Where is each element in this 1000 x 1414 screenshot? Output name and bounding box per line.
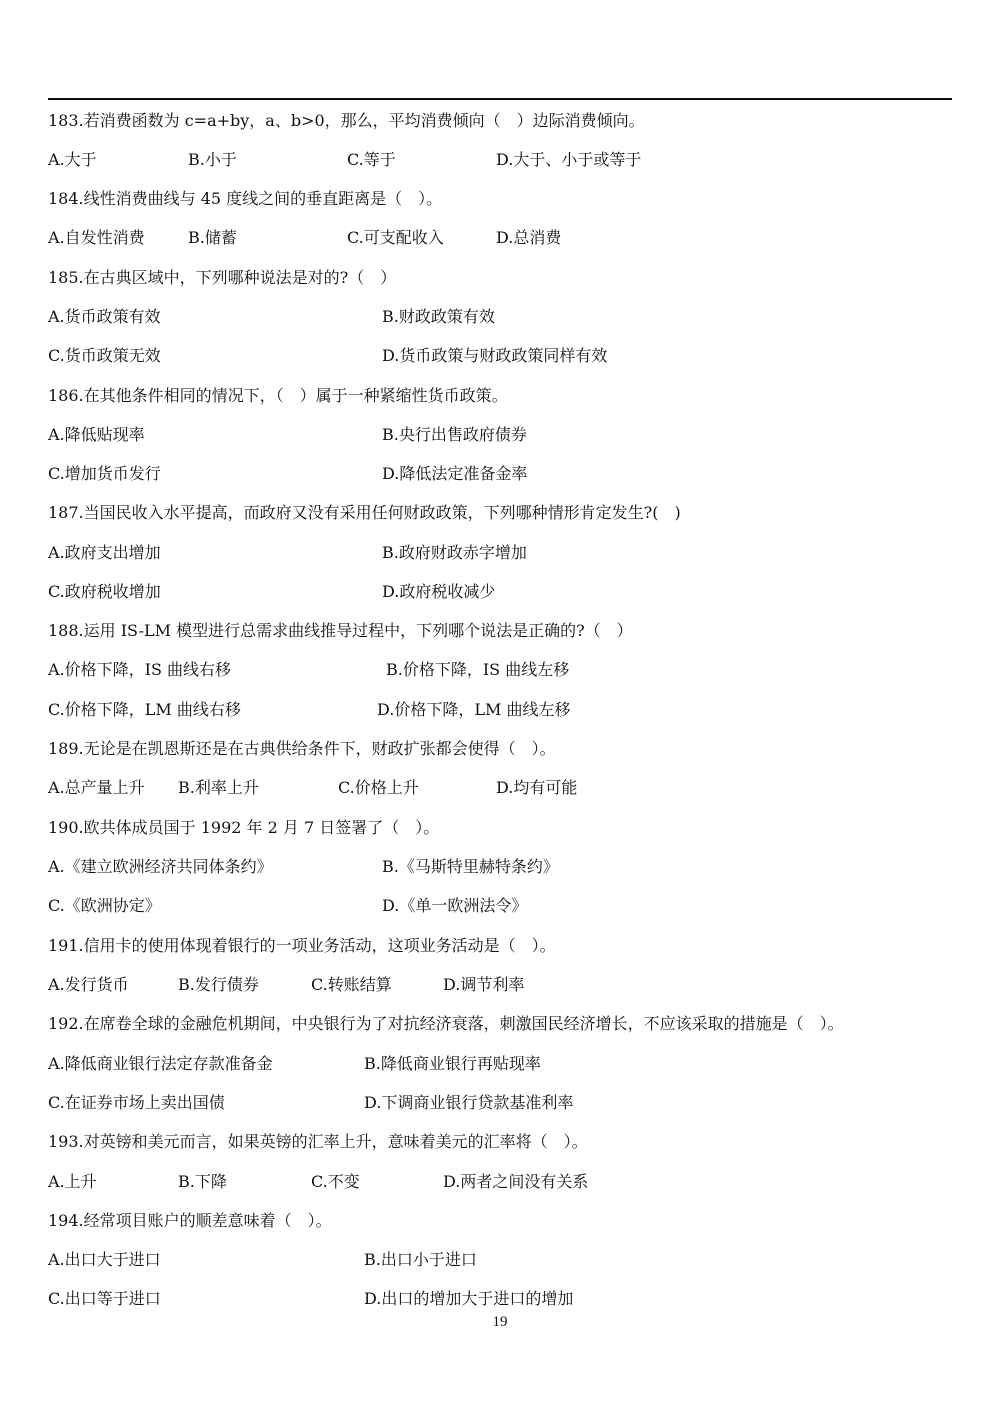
option-b: B.政府财政赤字增加: [382, 543, 527, 562]
option-b: B.降低商业银行再贴现率: [364, 1054, 541, 1073]
option-d: D.降低法定准备金率: [382, 464, 528, 483]
option-d: D.下调商业银行贷款基准利率: [364, 1093, 574, 1112]
option-d: D.货币政策与财政政策同样有效: [382, 346, 608, 365]
option-b: B.利率上升: [178, 778, 259, 797]
option-c: C.可支配收入: [347, 228, 444, 247]
question-192-stem: 192.在席卷全球的金融危机期间，中央银行为了对抗经济衰落，刺激国民经济增长，不应该采取的措施是（ ）。: [48, 1014, 844, 1033]
option-d: D.总消费: [496, 228, 562, 247]
option-c: C.在证券市场上卖出国债: [48, 1093, 225, 1112]
option-b: B.储蓄: [188, 228, 237, 247]
question-185-stem: 185.在古典区域中，下列哪种说法是对的?（ ）: [48, 268, 397, 287]
option-c: C.不变: [311, 1172, 360, 1191]
option-b: B.下降: [178, 1172, 227, 1191]
option-a: A.总产量上升: [48, 778, 145, 797]
option-d: D.大于、小于或等于: [496, 150, 642, 169]
question-189-stem: 189.无论是在凯恩斯还是在古典供给条件下，财政扩张都会使得（ ）。: [48, 739, 556, 758]
question-194-stem: 194.经常项目账户的顺差意味着（ ）。: [48, 1211, 332, 1230]
option-d: D.均有可能: [496, 778, 578, 797]
option-d: D.《单一欧洲法令》: [382, 896, 528, 915]
option-a: A.大于: [48, 150, 97, 169]
option-b: B.小于: [188, 150, 237, 169]
option-a: A.上升: [48, 1172, 97, 1191]
option-b: B.出口小于进口: [364, 1250, 477, 1269]
question-190-stem: 190.欧共体成员国于 1992 年 2 月 7 日签署了（ ）。: [48, 818, 440, 837]
option-a: A.政府支出增加: [48, 543, 161, 562]
option-b: B.财政政策有效: [382, 307, 495, 326]
question-193-stem: 193.对英镑和美元而言，如果英镑的汇率上升，意味着美元的汇率将（ ）。: [48, 1132, 588, 1151]
option-a: A.《建立欧洲经济共同体条约》: [48, 857, 273, 876]
question-191-stem: 191.信用卡的使用体现着银行的一项业务活动，这项业务活动是（ ）。: [48, 936, 556, 955]
question-186-stem: 186.在其他条件相同的情况下，（ ）属于一种紧缩性货币政策。: [48, 386, 508, 405]
option-a: A.货币政策有效: [48, 307, 161, 326]
option-c: C.价格下降，LM 曲线右移: [48, 700, 241, 719]
option-b: B.《马斯特里赫特条约》: [382, 857, 559, 876]
option-a: A.发行货币: [48, 975, 129, 994]
option-c: C.价格上升: [338, 778, 419, 797]
question-183-stem: 183.若消费函数为 c=a+by，a、b>0，那么，平均消费倾向（ ）边际消费倾向。: [48, 111, 645, 130]
option-a: A.降低商业银行法定存款准备金: [48, 1054, 273, 1073]
page-number: 19: [492, 1314, 508, 1330]
question-188-stem: 188.运用 IS-LM 模型进行总需求曲线推导过程中，下列哪个说法是正确的?（ ）: [48, 621, 633, 640]
option-c: C.增加货币发行: [48, 464, 161, 483]
option-d: D.政府税收减少: [382, 582, 496, 601]
option-c: C.货币政策无效: [48, 346, 161, 365]
option-c: C.等于: [347, 150, 396, 169]
option-c: C.政府税收增加: [48, 582, 161, 601]
option-d: D.出口的增加大于进口的增加: [364, 1289, 574, 1308]
question-187-stem: 187.当国民收入水平提高，而政府又没有采用任何财政政策，下列哪种情形肯定发生?( ): [48, 503, 681, 522]
option-a: A.降低贴现率: [48, 425, 145, 444]
option-c: C.转账结算: [311, 975, 392, 994]
option-b: B.价格下降，IS 曲线左移: [386, 660, 570, 679]
option-d: D.调节利率: [443, 975, 525, 994]
option-a: A.出口大于进口: [48, 1250, 161, 1269]
header-rule: [48, 98, 952, 100]
option-d: D.两者之间没有关系: [443, 1172, 589, 1191]
question-184-stem: 184.线性消费曲线与 45 度线之间的垂直距离是（ ）。: [48, 189, 443, 208]
option-b: B.央行出售政府债券: [382, 425, 527, 444]
option-a: A.自发性消费: [48, 228, 145, 247]
option-c: C.出口等于进口: [48, 1289, 161, 1308]
option-b: B.发行债券: [178, 975, 259, 994]
option-d: D.价格下降，LM 曲线左移: [377, 700, 571, 719]
option-c: C.《欧洲协定》: [48, 896, 161, 915]
option-a: A.价格下降，IS 曲线右移: [48, 660, 232, 679]
